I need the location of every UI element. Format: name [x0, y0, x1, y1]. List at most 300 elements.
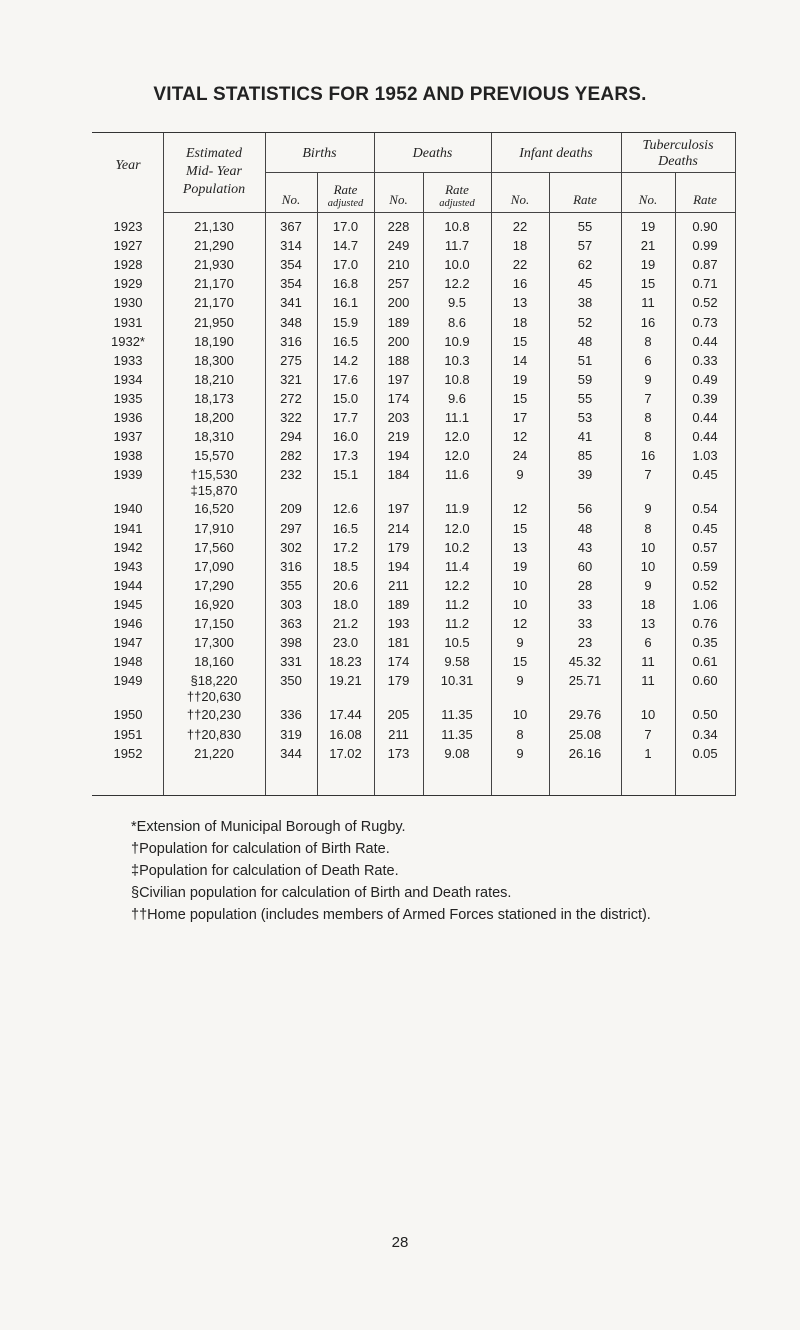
cell-i-no: 13 — [512, 295, 528, 311]
cell-t-rate: 0.05 — [692, 745, 718, 761]
cell-i-no: 8 — [516, 726, 524, 742]
cell-i-rate: 53 — [577, 410, 593, 425]
cell-t-rate: 0.60 — [692, 673, 718, 689]
cell-d-no: 257 — [387, 276, 410, 292]
cell-d-no: 200 — [387, 333, 410, 349]
cell-i-no: 9 — [516, 635, 524, 651]
cell-d-rate: 10.3 — [444, 352, 470, 368]
cell-t-rate: 0.45 — [692, 467, 718, 483]
cell-t-rate: 0.50 — [692, 707, 718, 723]
cell-pop: 21,950 — [194, 314, 234, 330]
table-row — [0, 256, 800, 275]
cell-pop-secondary: ‡15,870 — [190, 483, 238, 499]
cell-t-rate: 0.52 — [692, 295, 718, 311]
cell-i-no: 15 — [512, 520, 528, 536]
cell-i-no: 12 — [512, 429, 528, 445]
table-row — [0, 706, 800, 725]
cell-b-rate: 15.9 — [332, 314, 359, 330]
cell-pop: 18,200 — [194, 410, 234, 425]
cell-year: 1942 — [113, 539, 143, 555]
cell-t-no: 6 — [644, 352, 652, 368]
cell-b-rate: 17.7 — [332, 410, 359, 425]
cell-i-rate: 25.08 — [568, 726, 602, 742]
cell-d-no: 189 — [387, 314, 410, 330]
cell-pop: 17,150 — [194, 616, 234, 631]
cell-t-rate: 0.44 — [692, 410, 718, 425]
cell-year: 1928 — [113, 257, 143, 273]
cell-t-no: 9 — [644, 371, 652, 387]
cell-d-rate: 11.9 — [444, 501, 470, 517]
page-number: 28 — [391, 1234, 409, 1251]
cell-t-rate: 0.57 — [692, 539, 718, 555]
cell-d-no: 214 — [387, 520, 410, 536]
cell-pop: 18,173 — [194, 390, 234, 406]
cell-year: 1934 — [113, 371, 143, 387]
cell-b-no: 282 — [280, 448, 302, 464]
cell-i-no: 17 — [512, 410, 528, 425]
cell-b-no: 322 — [280, 410, 302, 425]
cell-d-rate: 11.35 — [441, 707, 473, 723]
cell-b-rate: 18.5 — [332, 558, 359, 574]
cell-b-no: 363 — [280, 616, 302, 631]
table-row — [0, 634, 800, 653]
cell-t-rate: 0.61 — [692, 654, 718, 670]
cell-t-no: 13 — [640, 616, 656, 631]
cell-d-rate: 11.2 — [444, 596, 470, 612]
cell-d-rate: 11.4 — [444, 558, 470, 574]
cell-d-rate: 12.0 — [444, 520, 470, 536]
cell-i-rate: 52 — [577, 314, 593, 330]
cell-t-rate: 0.44 — [692, 333, 718, 349]
cell-b-rate: 17.44 — [329, 707, 362, 723]
cell-year: 1944 — [113, 577, 143, 593]
cell-i-rate: 51 — [577, 352, 593, 368]
cell-d-rate: 12.2 — [444, 276, 470, 292]
table-row — [0, 577, 800, 596]
cell-t-rate: 0.52 — [692, 577, 718, 593]
cell-b-no: 321 — [280, 371, 302, 387]
cell-d-rate: 10.0 — [444, 257, 470, 273]
population-header-line1: Estimated — [186, 146, 242, 161]
cell-t-no: 9 — [644, 577, 652, 593]
cell-t-rate: 0.35 — [692, 635, 718, 651]
cell-i-rate: 60 — [577, 558, 593, 574]
cell-d-rate: 10.8 — [444, 219, 470, 234]
cell-pop: 21,220 — [194, 745, 234, 761]
population-header-line2: Mid- Year — [186, 164, 242, 179]
cell-b-no: 398 — [280, 635, 302, 651]
cell-b-no: 303 — [280, 596, 302, 612]
cell-pop: 16,920 — [194, 596, 234, 612]
cell-i-no: 16 — [512, 276, 528, 292]
cell-d-rate: 9.58 — [444, 654, 470, 670]
births-rate-header: Rate — [333, 182, 358, 197]
cell-b-no: 350 — [280, 673, 302, 689]
cell-d-rate: 10.5 — [444, 635, 470, 651]
deaths-rate-adjusted-header: adjusted — [439, 198, 475, 209]
cell-i-no: 15 — [512, 654, 528, 670]
tb-deaths-header-line1: Tuberculosis — [642, 138, 714, 153]
cell-d-no: 200 — [387, 295, 410, 311]
cell-i-rate: 57 — [577, 238, 593, 254]
cell-d-rate: 10.2 — [444, 539, 470, 555]
cell-t-rate: 1.03 — [692, 448, 718, 464]
cell-d-rate: 11.35 — [441, 726, 473, 742]
cell-pop: 21,170 — [194, 295, 234, 311]
cell-d-no: 174 — [387, 654, 410, 670]
cell-pop: 18,310 — [194, 429, 234, 445]
table-row — [0, 428, 800, 447]
cell-b-rate: 17.0 — [332, 257, 359, 273]
cell-t-no: 7 — [644, 726, 652, 742]
cell-pop: †15,530 — [190, 467, 238, 483]
cell-year: 1941 — [113, 520, 143, 536]
cell-year: 1951 — [113, 726, 143, 742]
table-row — [0, 237, 800, 256]
cell-i-no: 12 — [512, 616, 528, 631]
cell-d-rate: 12.0 — [444, 429, 470, 445]
cell-t-no: 1 — [644, 745, 652, 761]
table-row — [0, 672, 800, 691]
table-row — [0, 615, 800, 634]
cell-b-rate: 16.5 — [332, 333, 359, 349]
cell-i-rate: 55 — [577, 390, 593, 406]
cell-t-rate: 0.90 — [692, 219, 718, 234]
cell-t-rate: 0.87 — [692, 257, 718, 273]
cell-i-rate: 62 — [577, 257, 593, 273]
cell-pop-secondary: ††20,630 — [186, 689, 242, 705]
cell-d-no: 174 — [387, 390, 410, 406]
table-row — [0, 409, 800, 428]
cell-year: 1945 — [113, 596, 143, 612]
cell-year: 1943 — [113, 558, 143, 574]
cell-pop: 16,520 — [194, 501, 234, 517]
cell-d-rate: 11.7 — [444, 238, 470, 254]
cell-b-rate: 18.0 — [332, 596, 359, 612]
cell-b-no: 319 — [280, 726, 302, 742]
cell-t-rate: 0.34 — [692, 726, 718, 742]
cell-d-rate: 12.0 — [444, 448, 470, 464]
cell-pop: 17,300 — [194, 635, 234, 651]
cell-year: 1927 — [113, 238, 143, 254]
cell-t-rate: 0.54 — [692, 501, 718, 517]
footnote-civilian-population: §Civilian population for calculation of Birth and Death rates. — [131, 885, 512, 901]
cell-d-no: 194 — [387, 558, 410, 574]
cell-t-no: 11 — [641, 295, 655, 311]
cell-pop: 21,130 — [194, 219, 234, 234]
cell-b-no: 297 — [280, 520, 302, 536]
births-no-header: No. — [281, 192, 301, 207]
cell-b-no: 336 — [280, 707, 302, 723]
table-row — [0, 520, 800, 539]
cell-t-no: 7 — [644, 467, 652, 483]
table-row — [0, 726, 800, 745]
cell-i-no: 15 — [512, 390, 528, 406]
cell-b-no: 331 — [280, 654, 302, 670]
cell-b-no: 344 — [280, 745, 302, 761]
cell-i-rate: 25.71 — [568, 673, 602, 689]
cell-i-rate: 23 — [577, 635, 593, 651]
cell-b-no: 348 — [280, 314, 302, 330]
cell-i-rate: 43 — [577, 539, 593, 555]
cell-b-rate: 17.2 — [332, 539, 359, 555]
cell-d-no: 181 — [387, 635, 410, 651]
cell-d-no: 228 — [387, 219, 410, 234]
cell-t-rate: 0.59 — [692, 558, 718, 574]
cell-i-no: 19 — [512, 371, 528, 387]
cell-t-no: 8 — [644, 429, 652, 445]
deaths-header: Deaths — [412, 146, 453, 161]
footnote-home-population: ††Home population (includes members of Armed Forces stationed in the district). — [131, 907, 651, 923]
table-row — [0, 447, 800, 466]
cell-t-no: 16 — [640, 314, 656, 330]
cell-d-no: 173 — [387, 745, 410, 761]
cell-b-no: 302 — [280, 539, 302, 555]
cell-t-rate: 0.39 — [692, 390, 718, 406]
births-header: Births — [302, 146, 337, 161]
table-row — [0, 390, 800, 409]
cell-i-no: 10 — [512, 577, 528, 593]
cell-i-no: 13 — [512, 539, 528, 555]
cell-pop: 18,300 — [194, 352, 234, 368]
table-row — [0, 275, 800, 294]
cell-pop: 17,090 — [194, 558, 234, 574]
cell-pop: §18,220 — [190, 673, 238, 689]
cell-year: 1949 — [113, 673, 143, 689]
cell-d-no: 249 — [387, 238, 410, 254]
cell-b-rate: 15.0 — [332, 390, 359, 406]
cell-pop: 18,160 — [194, 654, 234, 670]
year-header: Year — [115, 158, 141, 173]
cell-i-rate: 39 — [577, 467, 593, 483]
cell-b-rate: 16.1 — [332, 295, 359, 311]
cell-i-no: 9 — [516, 467, 524, 483]
cell-d-rate: 12.2 — [444, 577, 470, 593]
cell-pop: ††20,230 — [186, 707, 242, 723]
cell-b-rate: 16.8 — [332, 276, 359, 292]
cell-year: 1938 — [113, 448, 143, 464]
cell-i-rate: 45 — [577, 276, 593, 292]
cell-year: 1932* — [111, 333, 145, 349]
cell-b-no: 341 — [280, 295, 302, 311]
cell-d-no: 179 — [387, 673, 410, 689]
cell-t-rate: 0.45 — [692, 520, 718, 536]
cell-pop: 17,560 — [194, 539, 234, 555]
cell-b-rate: 14.2 — [332, 352, 359, 368]
table-row — [0, 218, 800, 237]
cell-t-rate: 0.33 — [692, 352, 718, 368]
cell-t-no: 19 — [640, 257, 656, 273]
cell-b-rate: 17.0 — [332, 219, 359, 234]
page-title: VITAL STATISTICS FOR 1952 AND PREVIOUS YEARS. — [153, 84, 647, 105]
table-row — [0, 500, 800, 519]
cell-i-no: 14 — [512, 352, 528, 368]
cell-b-no: 316 — [280, 333, 302, 349]
cell-t-no: 15 — [640, 276, 656, 292]
cell-i-rate: 56 — [577, 501, 593, 517]
cell-year: 1937 — [113, 429, 143, 445]
cell-d-no: 211 — [388, 577, 409, 593]
cell-i-rate: 41 — [577, 429, 593, 445]
header-bottom-rule — [163, 212, 735, 213]
table-row — [0, 558, 800, 577]
cell-year: 1935 — [113, 390, 143, 406]
cell-d-rate: 9.08 — [444, 745, 470, 761]
cell-b-rate: 20.6 — [332, 577, 359, 593]
cell-t-no: 18 — [640, 596, 656, 612]
table-row — [0, 466, 800, 485]
cell-b-rate: 14.7 — [332, 238, 359, 254]
cell-i-no: 18 — [512, 314, 528, 330]
deaths-rate-header: Rate — [445, 182, 469, 197]
infant-deaths-header: Infant deaths — [519, 146, 593, 161]
cell-year: 1930 — [113, 295, 143, 311]
cell-d-rate: 9.6 — [447, 390, 467, 406]
cell-t-no: 9 — [644, 501, 652, 517]
cell-i-rate: 85 — [577, 448, 593, 464]
cell-d-no: 184 — [387, 467, 410, 483]
cell-b-no: 294 — [280, 429, 302, 445]
cell-t-no: 10 — [640, 707, 656, 723]
cell-t-no: 19 — [640, 219, 656, 234]
cell-year: 1940 — [113, 501, 143, 517]
cell-i-no: 9 — [516, 673, 524, 689]
cell-b-no: 354 — [280, 276, 302, 292]
cell-t-no: 11 — [641, 673, 655, 689]
table-row — [0, 314, 800, 333]
cell-pop: 21,170 — [194, 276, 234, 292]
cell-pop: 18,190 — [194, 333, 234, 349]
cell-i-no: 12 — [512, 501, 528, 517]
cell-pop: 21,930 — [194, 257, 234, 273]
cell-year: 1923 — [113, 219, 143, 234]
cell-i-rate: 26.16 — [568, 745, 602, 761]
cell-b-rate: 16.5 — [332, 520, 359, 536]
table-row — [0, 352, 800, 371]
cell-d-rate: 10.31 — [440, 673, 474, 689]
cell-i-rate: 33 — [577, 596, 593, 612]
cell-b-rate: 17.3 — [332, 448, 359, 464]
cell-b-rate: 18.23 — [329, 654, 362, 670]
footnote-birth-rate-population: †Population for calculation of Birth Rate. — [131, 841, 390, 857]
cell-year: 1931 — [113, 314, 143, 330]
cell-year: 1946 — [113, 616, 143, 631]
cell-t-rate: 1.06 — [692, 596, 718, 612]
footnotes — [131, 816, 651, 926]
infant-rate-header: Rate — [573, 192, 597, 207]
cell-i-no: 10 — [512, 596, 528, 612]
cell-d-no: 194 — [387, 448, 410, 464]
cell-pop: ††20,830 — [186, 726, 242, 742]
cell-year: 1952 — [113, 745, 143, 761]
cell-b-rate: 16.08 — [329, 726, 362, 742]
cell-b-no: 275 — [280, 352, 302, 368]
cell-i-no: 18 — [512, 238, 528, 254]
cell-t-no: 8 — [644, 520, 652, 536]
cell-d-rate: 11.1 — [444, 410, 470, 425]
cell-b-no: 316 — [280, 558, 302, 574]
cell-i-no: 22 — [512, 257, 528, 273]
cell-i-no: 19 — [512, 558, 528, 574]
table-row — [0, 745, 800, 764]
cell-year: 1948 — [113, 654, 143, 670]
cell-b-rate: 12.6 — [332, 501, 359, 517]
cell-t-rate: 0.49 — [692, 371, 718, 387]
cell-t-rate: 0.73 — [692, 314, 718, 330]
cell-b-no: 232 — [280, 467, 302, 483]
cell-i-no: 24 — [512, 448, 528, 464]
cell-pop: 21,290 — [194, 238, 234, 254]
cell-b-rate: 19.21 — [329, 673, 362, 689]
cell-d-no: 210 — [387, 257, 410, 273]
subheader-rule — [265, 172, 735, 173]
cell-t-rate: 0.44 — [692, 429, 718, 445]
cell-pop: 17,910 — [194, 520, 234, 536]
cell-t-no: 8 — [644, 410, 652, 425]
cell-t-no: 7 — [644, 390, 652, 406]
infant-no-header: No. — [510, 192, 530, 207]
cell-t-no: 11 — [641, 654, 655, 670]
cell-b-no: 314 — [280, 238, 302, 254]
cell-b-no: 209 — [280, 501, 302, 517]
table-row — [0, 653, 800, 672]
deaths-no-header: No. — [389, 192, 408, 207]
cell-t-no: 10 — [640, 558, 656, 574]
table-row — [0, 596, 800, 615]
cell-d-rate: 10.8 — [444, 371, 470, 387]
cell-d-no: 188 — [387, 352, 410, 368]
cell-year: 1936 — [113, 410, 143, 425]
cell-pop: 17,290 — [194, 577, 234, 593]
cell-d-no: 189 — [387, 596, 410, 612]
cell-d-rate: 11.2 — [444, 616, 470, 631]
cell-b-no: 354 — [280, 257, 302, 273]
cell-t-no: 16 — [640, 448, 656, 464]
cell-d-no: 197 — [387, 371, 410, 387]
table-row — [0, 371, 800, 390]
cell-t-rate: 0.76 — [692, 616, 718, 631]
cell-i-rate: 29.76 — [568, 707, 602, 723]
cell-t-no: 21 — [640, 238, 656, 254]
cell-d-rate: 8.6 — [447, 314, 467, 330]
cell-i-rate: 59 — [577, 371, 593, 387]
cell-i-rate: 28 — [577, 577, 593, 593]
cell-i-rate: 55 — [577, 219, 593, 234]
cell-d-no: 193 — [387, 616, 410, 631]
table-row — [0, 333, 800, 352]
cell-b-rate: 21.2 — [332, 616, 359, 631]
cell-t-no: 8 — [644, 333, 652, 349]
cell-d-rate: 10.9 — [444, 333, 470, 349]
cell-d-no: 205 — [387, 707, 410, 723]
cell-pop: 18,210 — [194, 371, 234, 387]
cell-b-no: 272 — [280, 390, 302, 406]
cell-t-no: 10 — [640, 539, 656, 555]
cell-b-rate: 23.0 — [332, 635, 359, 651]
cell-d-rate: 9.5 — [447, 295, 467, 311]
cell-i-no: 9 — [516, 745, 524, 761]
cell-d-no: 219 — [387, 429, 410, 445]
cell-t-rate: 0.99 — [692, 238, 718, 254]
table-row — [0, 539, 800, 558]
cell-d-no: 197 — [387, 501, 410, 517]
footnote-extension: *Extension of Municipal Borough of Rugby. — [131, 819, 406, 835]
cell-i-rate: 38 — [577, 295, 593, 311]
cell-t-no: 6 — [644, 635, 652, 651]
cell-i-rate: 45.32 — [568, 654, 602, 670]
cell-year: 1933 — [113, 352, 143, 368]
cell-i-no: 10 — [512, 707, 528, 723]
